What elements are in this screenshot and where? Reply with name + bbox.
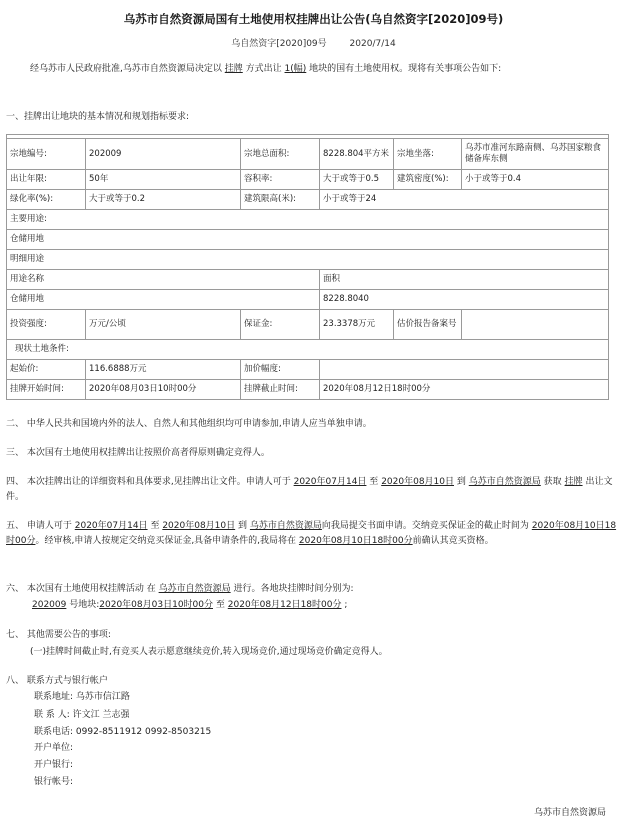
- green-ratio: 大于或等于0.2: [86, 190, 241, 210]
- contact-address: 联系地址: 乌苏市信江路: [34, 692, 130, 702]
- use-area: 8228.8040: [320, 290, 609, 310]
- parcel-area: 8228.804平方米: [320, 139, 394, 170]
- doc-meta: [0, 36, 627, 49]
- intro-paragraph: 经乌苏市人民政府批准,乌苏市自然资源局决定以 挂牌 方式出让 1(幅) 地块的国有土地使用权。现将有关事项公告如下:: [30, 64, 502, 74]
- label-parcel-no: 宗地编号:: [7, 139, 86, 170]
- label-increment: 加价幅度:: [241, 360, 320, 380]
- contact-phone: 联系电话: 0992-8511912 0992-8503215: [34, 727, 212, 737]
- account-unit: 开户单位:: [34, 743, 74, 753]
- doc-date: 2020/7/14: [349, 39, 396, 49]
- parcel-no: 202009: [86, 139, 241, 170]
- list-start: 2020年08月03日10时00分: [86, 380, 241, 400]
- label-invest: 投资强度:: [7, 310, 86, 340]
- list-end: 2020年08月12日18时00分: [320, 380, 609, 400]
- label-green: 绿化率(%):: [7, 190, 86, 210]
- label-far: 容积率:: [241, 170, 320, 190]
- intro-method: 挂牌: [224, 64, 243, 74]
- section-1-heading: 一、挂牌出让地块的基本情况和规划指标要求:: [6, 112, 190, 122]
- section-8-heading: 八、 联系方式与银行帐户: [6, 676, 108, 686]
- section-7-item-1: (一)挂牌时间截止时,有竞买人表示愿意继续竞价,转入现场竞价,通过现场竞价确定竞得人。: [30, 647, 388, 657]
- label-location: 宗地坐落:: [394, 139, 462, 170]
- land-info-table: [6, 134, 609, 400]
- label-list-start: 挂牌开始时间:: [7, 380, 86, 400]
- parcel-location: 乌苏市准河东路南侧、乌苏国家粮食储备库东侧: [462, 139, 609, 170]
- invest-intensity: 万元/公顷: [86, 310, 241, 340]
- section-3: 三、 本次国有土地使用权挂牌出让按照价高者得原则确定竞得人。: [6, 448, 270, 458]
- intro-count: 1(幅): [284, 64, 307, 74]
- label-use-name: 用途名称: [7, 270, 320, 290]
- section-6: 六、 本次国有土地使用权挂牌活动 在 乌苏市自然资源局 进行。各地块挂牌时间分别为: 202009 号地块:2020年08月03日10时00分 至 2020年08月12日18时00分 ;: [6, 584, 354, 610]
- use-name-storage: 仓储用地: [7, 290, 320, 310]
- floor-area-ratio: 大于或等于0.5: [320, 170, 394, 190]
- signature: 乌苏市自然资源局: [533, 808, 606, 818]
- label-start-price: 起始价:: [7, 360, 86, 380]
- height-limit: 小于或等于24: [320, 190, 609, 210]
- label-main-use: 主要用途:: [7, 210, 609, 230]
- building-density: 小于或等于0.4: [462, 170, 609, 190]
- lease-years: 50年: [86, 170, 241, 190]
- label-detail-use: 明细用途: [7, 250, 609, 270]
- contact-person: 联 系 人: 许文江 兰志强: [34, 710, 130, 720]
- account-bank: 开户银行:: [34, 760, 74, 770]
- label-years: 出让年限:: [7, 170, 86, 190]
- label-status: 现状土地条件:: [7, 340, 609, 360]
- main-use-storage: 仓储用地: [7, 230, 609, 250]
- increment: [320, 360, 609, 380]
- deposit: 23.3378万元: [320, 310, 394, 340]
- label-height: 建筑限高(米):: [241, 190, 320, 210]
- section-2: 二、 中华人民共和国境内外的法人、自然人和其他组织均可申请参加,申请人应当单独申请。: [6, 419, 372, 429]
- start-price: 116.6888万元: [86, 360, 241, 380]
- section-4: 四、 本次挂牌出让的详细资料和具体要求,见挂牌出让文件。申请人可于 2020年07月14日 至 2020年08月10日 到 乌苏市自然资源局 获取 挂牌 出让文件。: [6, 477, 613, 502]
- announcement-title: 乌苏市自然资源局国有土地使用权挂牌出让公告(乌自然资字[2020]09号): [123, 12, 504, 26]
- label-list-end: 挂牌截止时间:: [241, 380, 320, 400]
- section-7-heading: 七、 其他需要公告的事项:: [6, 630, 111, 640]
- label-use-area: 面积: [320, 270, 609, 290]
- section-5: 五、 申请人可于 2020年07月14日 至 2020年08月10日 到 乌苏市自然资源局向我局提交书面申请。交纳竞买保证金的截止时间为 2020年08月10日18时00分。经审核,申请人按规定交纳竞买保证金,具备申请条件的,我局将在 2020年08月10日18时00分前确认其竞买资格。: [6, 521, 617, 546]
- appraisal-no: [462, 310, 609, 340]
- label-density: 建筑密度(%):: [394, 170, 462, 190]
- doc-number: 乌自然资字[2020]09号: [231, 39, 327, 49]
- label-appraisal: 估价报告备案号: [394, 310, 462, 340]
- account-number: 银行帐号:: [34, 777, 74, 787]
- label-deposit: 保证金:: [241, 310, 320, 340]
- label-area: 宗地总面积:: [241, 139, 320, 170]
